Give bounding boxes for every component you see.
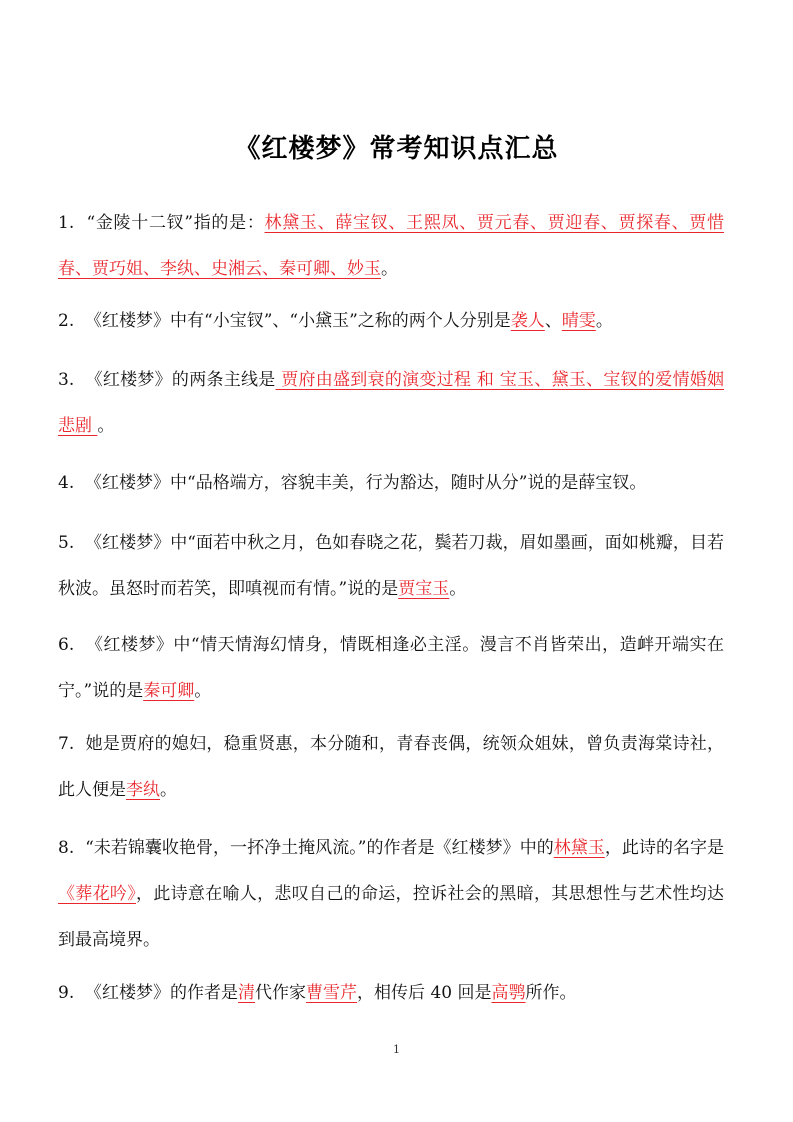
- page-number: 1: [393, 1043, 400, 1056]
- question-5: 5. 《红楼梦》中“面若中秋之月，色如春晓之花，鬓若刀裁，眉如墨画，面如桃瓣，目若秋波。虽怒时而若笑，即嗔视而有情。”说的是贾宝玉。: [58, 533, 724, 599]
- answer: 贾府由盛到衰的演变过程 和 宝玉、黛玉、宝钗的爱情婚姻悲剧: [58, 370, 725, 436]
- answer: 清: [238, 983, 256, 1003]
- answer: 贾宝玉: [398, 579, 450, 599]
- answer: 《葬花吟》: [58, 884, 137, 904]
- answer: 林黛玉、薛宝钗、王熙凤、贾元春、贾迎春、贾探春、贾惜春、贾巧姐、李纨、史湘云、秦可卿、妙玉: [58, 213, 725, 279]
- answer: 李纨: [126, 780, 160, 800]
- question-8: 8. “未若锦囊收艳骨，一抔净土掩风流。”的作者是《红楼梦》中的林黛玉，此诗的名字是《葬花吟》，此诗意在喻人，悲叹自己的命运，控诉社会的黑暗，其思想性与艺术性均达到最高境界。: [58, 838, 725, 950]
- question-3: 3. 《红楼梦》的两条主线是 贾府由盛到衰的演变过程 和 宝玉、黛玉、宝钗的爱情婚姻悲剧 。: [58, 370, 725, 436]
- question-4: 4. 《红楼梦》中“品格端方，容貌丰美，行为豁达，随时从分”说的是薛宝钗。: [58, 473, 647, 493]
- answer: 袭人: [510, 311, 545, 331]
- page-title: 《红楼梦》常考知识点汇总: [234, 134, 559, 164]
- question-1: 1. “金陵十二钗”指的是：林黛玉、薛宝钗、王熙凤、贾元春、贾迎春、贾探春、贾惜春、贾巧姐、李纨、史湘云、秦可卿、妙玉。: [58, 213, 725, 279]
- question-2: 2. 《红楼梦》中有“小宝钗”、“小黛玉”之称的两个人分别是袭人、晴雯。: [58, 311, 613, 331]
- question-9: 9. 《红楼梦》的作者是清代作家曹雪芹，相传后 40 回是高鹗所作。: [58, 983, 577, 1003]
- answer: 曹雪芹: [306, 983, 358, 1003]
- answer: 晴雯: [561, 311, 596, 331]
- question-7: 7. 她是贾府的媳妇，稳重贤惠，本分随和，青春丧偶，统领众姐妹，曾负责海棠诗社，此人便是李纨。: [58, 734, 725, 800]
- answer: 高鹗: [491, 983, 526, 1003]
- answer: 林黛玉: [553, 838, 605, 858]
- question-6: 6. 《红楼梦》中“情天情海幻情身，情既相逢必主淫。漫言不肖皆荣出，造衅开端实在宁。”说的是秦可卿。: [58, 635, 724, 701]
- answer: 秦可卿: [143, 681, 195, 701]
